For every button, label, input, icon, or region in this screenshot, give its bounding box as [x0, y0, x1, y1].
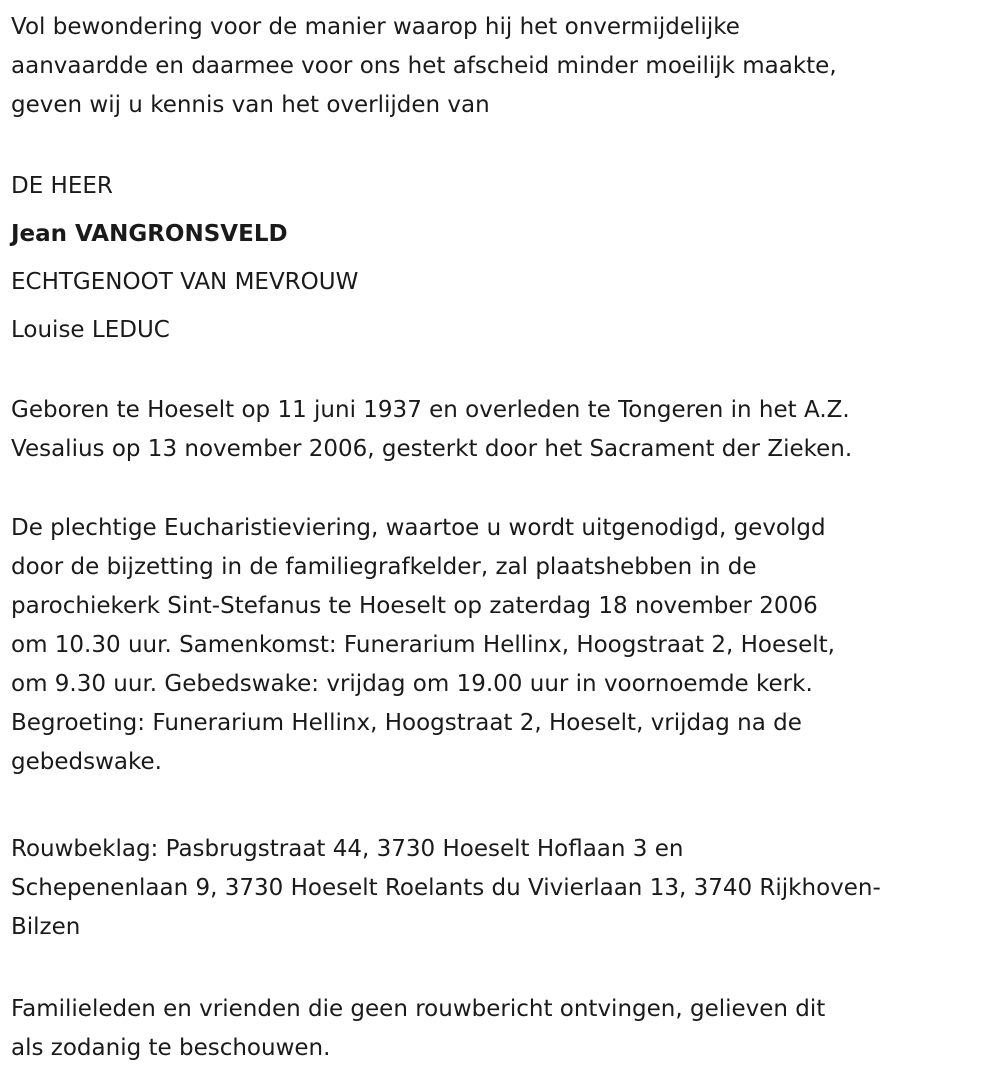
text-line: om 10.30 uur. Samenkomst: Funerarium Hellinx, Hoogstraat 2, Hoeselt, — [11, 632, 835, 658]
condolences-paragraph — [11, 830, 881, 947]
ceremony-paragraph — [11, 509, 835, 782]
text-line: De plechtige Eucharistieviering, waartoe u wordt uitgenodigd, gevolgd — [11, 515, 826, 541]
deceased-name: Jean VANGRONSVELD — [11, 221, 288, 247]
text-line: Vesalius op 13 november 2006, gesterkt door het Sacrament der Zieken. — [11, 436, 853, 462]
text-line: om 9.30 uur. Gebedswake: vrijdag om 19.00 uur in voornoemde kerk. — [11, 671, 813, 697]
text-line: Begroeting: Funerarium Hellinx, Hoogstraat 2, Hoeselt, vrijdag na de — [11, 710, 802, 736]
text-line: Geboren te Hoeselt op 11 juni 1937 en overleden te Tongeren in het A.Z. — [11, 397, 850, 423]
text-line: door de bijzetting in de familiegrafkelder, zal plaatshebben in de — [11, 554, 757, 580]
text-line: Vol bewondering voor de manier waarop hij het onvermijdelijke — [11, 14, 740, 40]
birth-death-paragraph — [11, 391, 852, 469]
text-line: Bilzen — [11, 914, 81, 940]
text-line: aanvaardde en daarmee voor ons het afscheid minder moeilijk maakte, — [11, 53, 837, 79]
text-line: Familieleden en vrienden die geen rouwbericht ontvingen, gelieven dit — [11, 996, 826, 1022]
closing-paragraph — [11, 990, 825, 1068]
text-line: Rouwbeklag: Pasbrugstraat 44, 3730 Hoeselt Hoflaan 3 en — [11, 836, 684, 862]
intro-paragraph — [11, 8, 837, 125]
spouse-name: Louise LEDUC — [11, 317, 170, 343]
deceased-block — [11, 162, 358, 354]
text-line: geven wij u kennis van het overlijden van — [11, 92, 490, 118]
text-line: parochiekerk Sint-Stefanus te Hoeselt op zaterdag 18 november 2006 — [11, 593, 818, 619]
title: DE HEER — [11, 173, 113, 199]
text-line: als zodanig te beschouwen. — [11, 1035, 331, 1061]
text-line: Schepenenlaan 9, 3730 Hoeselt Roelants du Vivierlaan 13, 3740 Rijkhoven- — [11, 875, 881, 901]
text-line: gebedswake. — [11, 749, 162, 775]
relation: ECHTGENOOT VAN MEVROUW — [11, 269, 359, 295]
